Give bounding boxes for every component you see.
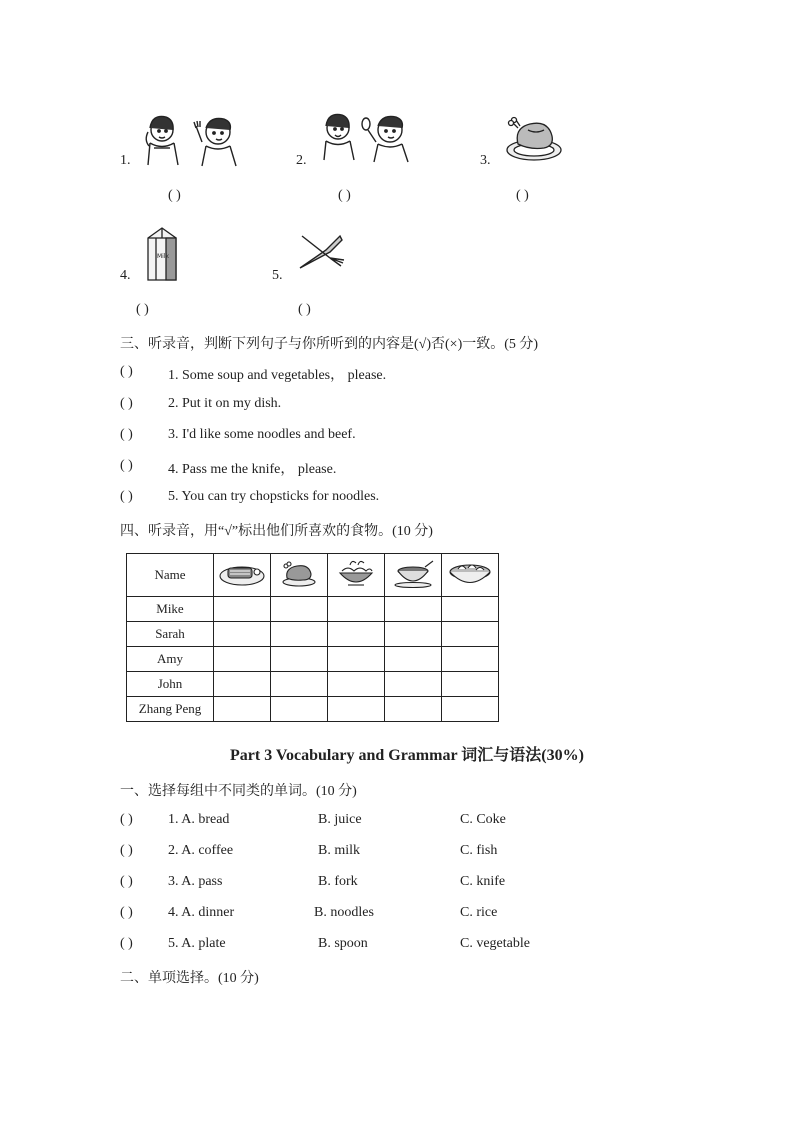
vocab-option-4a: 4. A. dinner xyxy=(168,905,235,920)
check-cell[interactable] xyxy=(328,647,385,672)
check-cell[interactable] xyxy=(271,622,328,647)
picture-answer-bracket-3[interactable]: ( ) xyxy=(516,188,529,203)
section3-answer-bracket-4[interactable]: ( ) xyxy=(120,458,133,473)
food-column-soup xyxy=(385,554,442,597)
table-header-name: Name xyxy=(127,554,214,597)
vocab-answer-bracket-2[interactable]: ( ) xyxy=(120,843,133,858)
check-cell[interactable] xyxy=(214,597,271,622)
check-cell[interactable] xyxy=(214,622,271,647)
vocab-option-3c: C. knife xyxy=(460,874,506,889)
food-column-bread xyxy=(214,554,271,597)
check-cell[interactable] xyxy=(214,697,271,722)
check-cell[interactable] xyxy=(271,597,328,622)
section3-answer-bracket-2[interactable]: ( ) xyxy=(120,396,133,411)
chicken-icon xyxy=(277,558,321,588)
girl-and-boy-with-fork-icon xyxy=(140,110,250,168)
picture-answer-bracket-1[interactable]: ( ) xyxy=(168,188,181,203)
section3-sentence-4: 4. Pass me the knife， please. xyxy=(168,462,337,477)
vocab-option-2a: 2. A. coffee xyxy=(168,843,234,858)
table-row xyxy=(127,622,499,647)
milk-carton-icon xyxy=(142,224,182,282)
table-row xyxy=(127,697,499,722)
picture-number-1: 1. xyxy=(120,153,131,168)
food-column-noodles xyxy=(328,554,385,597)
girl-and-boy-with-spoon-icon xyxy=(318,108,413,164)
section3-answer-bracket-5[interactable]: ( ) xyxy=(120,489,133,504)
vocab-option-2b: B. milk xyxy=(318,843,361,858)
noodles-bowl-icon xyxy=(334,557,378,589)
check-cell[interactable] xyxy=(385,697,442,722)
vocab-option-3a: 3. A. pass xyxy=(168,874,223,889)
table-header-row xyxy=(127,554,499,597)
milk-carton-label: Milk xyxy=(157,253,169,260)
check-cell[interactable] xyxy=(328,622,385,647)
section3-sentence-5: 5. You can try chopsticks for noodles. xyxy=(168,489,380,504)
vocab-option-5a: 5. A. plate xyxy=(168,936,226,951)
check-cell[interactable] xyxy=(442,672,499,697)
table-row-name: Sarah xyxy=(127,622,214,647)
table-row-name: Zhang Peng xyxy=(127,697,214,722)
check-cell[interactable] xyxy=(271,647,328,672)
check-cell[interactable] xyxy=(214,672,271,697)
section3-answer-bracket-3[interactable]: ( ) xyxy=(120,427,133,442)
check-cell[interactable] xyxy=(328,597,385,622)
food-column-salad xyxy=(442,554,499,597)
vocab-option-1a: 1. A. bread xyxy=(168,812,230,827)
check-cell[interactable] xyxy=(385,622,442,647)
part3-title: Part 3 Vocabulary and Grammar 词汇与语法(30%) xyxy=(230,747,584,764)
check-cell[interactable] xyxy=(385,647,442,672)
food-column-chicken xyxy=(271,554,328,597)
picture-number-4: 4. xyxy=(120,268,131,283)
table-row xyxy=(127,597,499,622)
vocab-answer-bracket-3[interactable]: ( ) xyxy=(120,874,133,889)
vocab-option-1c: C. Coke xyxy=(460,812,506,827)
knife-and-fork-icon xyxy=(296,232,348,272)
section3-answer-bracket-1[interactable]: ( ) xyxy=(120,364,133,379)
section3-heading: 三、听录音，判断下列句子与你所听到的内容是(√)否(×)一致。(5 分) xyxy=(120,337,539,352)
picture-answer-bracket-5[interactable]: ( ) xyxy=(298,302,311,317)
vocab-answer-bracket-4[interactable]: ( ) xyxy=(120,905,133,920)
picture-number-2: 2. xyxy=(296,153,307,168)
table-row-name: Amy xyxy=(127,647,214,672)
section4-heading: 四、听录音，用“√”标出他们所喜欢的食物。(10 分) xyxy=(120,524,433,539)
table-row-name: John xyxy=(127,672,214,697)
check-cell[interactable] xyxy=(442,597,499,622)
check-cell[interactable] xyxy=(385,672,442,697)
table-row xyxy=(127,647,499,672)
picture-answer-bracket-2[interactable]: ( ) xyxy=(338,188,351,203)
check-cell[interactable] xyxy=(442,647,499,672)
section3-sentence-3: 3. I'd like some noodles and beef. xyxy=(168,427,356,442)
picture-answer-bracket-4[interactable]: ( ) xyxy=(136,302,149,317)
check-cell[interactable] xyxy=(328,697,385,722)
check-cell[interactable] xyxy=(214,647,271,672)
check-cell[interactable] xyxy=(385,597,442,622)
vocab-option-2c: C. fish xyxy=(460,843,498,858)
picture-number-3: 3. xyxy=(480,153,491,168)
soup-bowl-icon xyxy=(391,557,435,589)
food-preference-table xyxy=(126,553,499,722)
section3-sentence-2: 2. Put it on my dish. xyxy=(168,396,282,411)
table-row xyxy=(127,672,499,697)
roast-chicken-icon xyxy=(504,110,564,164)
check-cell[interactable] xyxy=(442,622,499,647)
vocab-option-5b: B. spoon xyxy=(318,936,368,951)
section3-sentence-1: 1. Some soup and vegetables， please. xyxy=(168,368,387,383)
check-cell[interactable] xyxy=(271,697,328,722)
vocab-section-heading: 一、选择每组中不同类的单词。(10 分) xyxy=(120,784,357,799)
vocab-option-4c: C. rice xyxy=(460,905,498,920)
check-cell[interactable] xyxy=(328,672,385,697)
picture-number-5: 5. xyxy=(272,268,283,283)
single-choice-heading: 二、单项选择。(10 分) xyxy=(120,971,259,986)
vocab-option-5c: C. vegetable xyxy=(460,936,530,951)
vocab-answer-bracket-5[interactable]: ( ) xyxy=(120,936,133,951)
salad-bowl-icon xyxy=(446,557,494,589)
vocab-option-3b: B. fork xyxy=(318,874,358,889)
check-cell[interactable] xyxy=(442,697,499,722)
vocab-option-4b: B. noodles xyxy=(314,905,374,920)
bread-dish-icon xyxy=(217,558,267,588)
table-row-name: Mike xyxy=(127,597,214,622)
vocab-option-1b: B. juice xyxy=(318,812,362,827)
vocab-answer-bracket-1[interactable]: ( ) xyxy=(120,812,133,827)
check-cell[interactable] xyxy=(271,672,328,697)
